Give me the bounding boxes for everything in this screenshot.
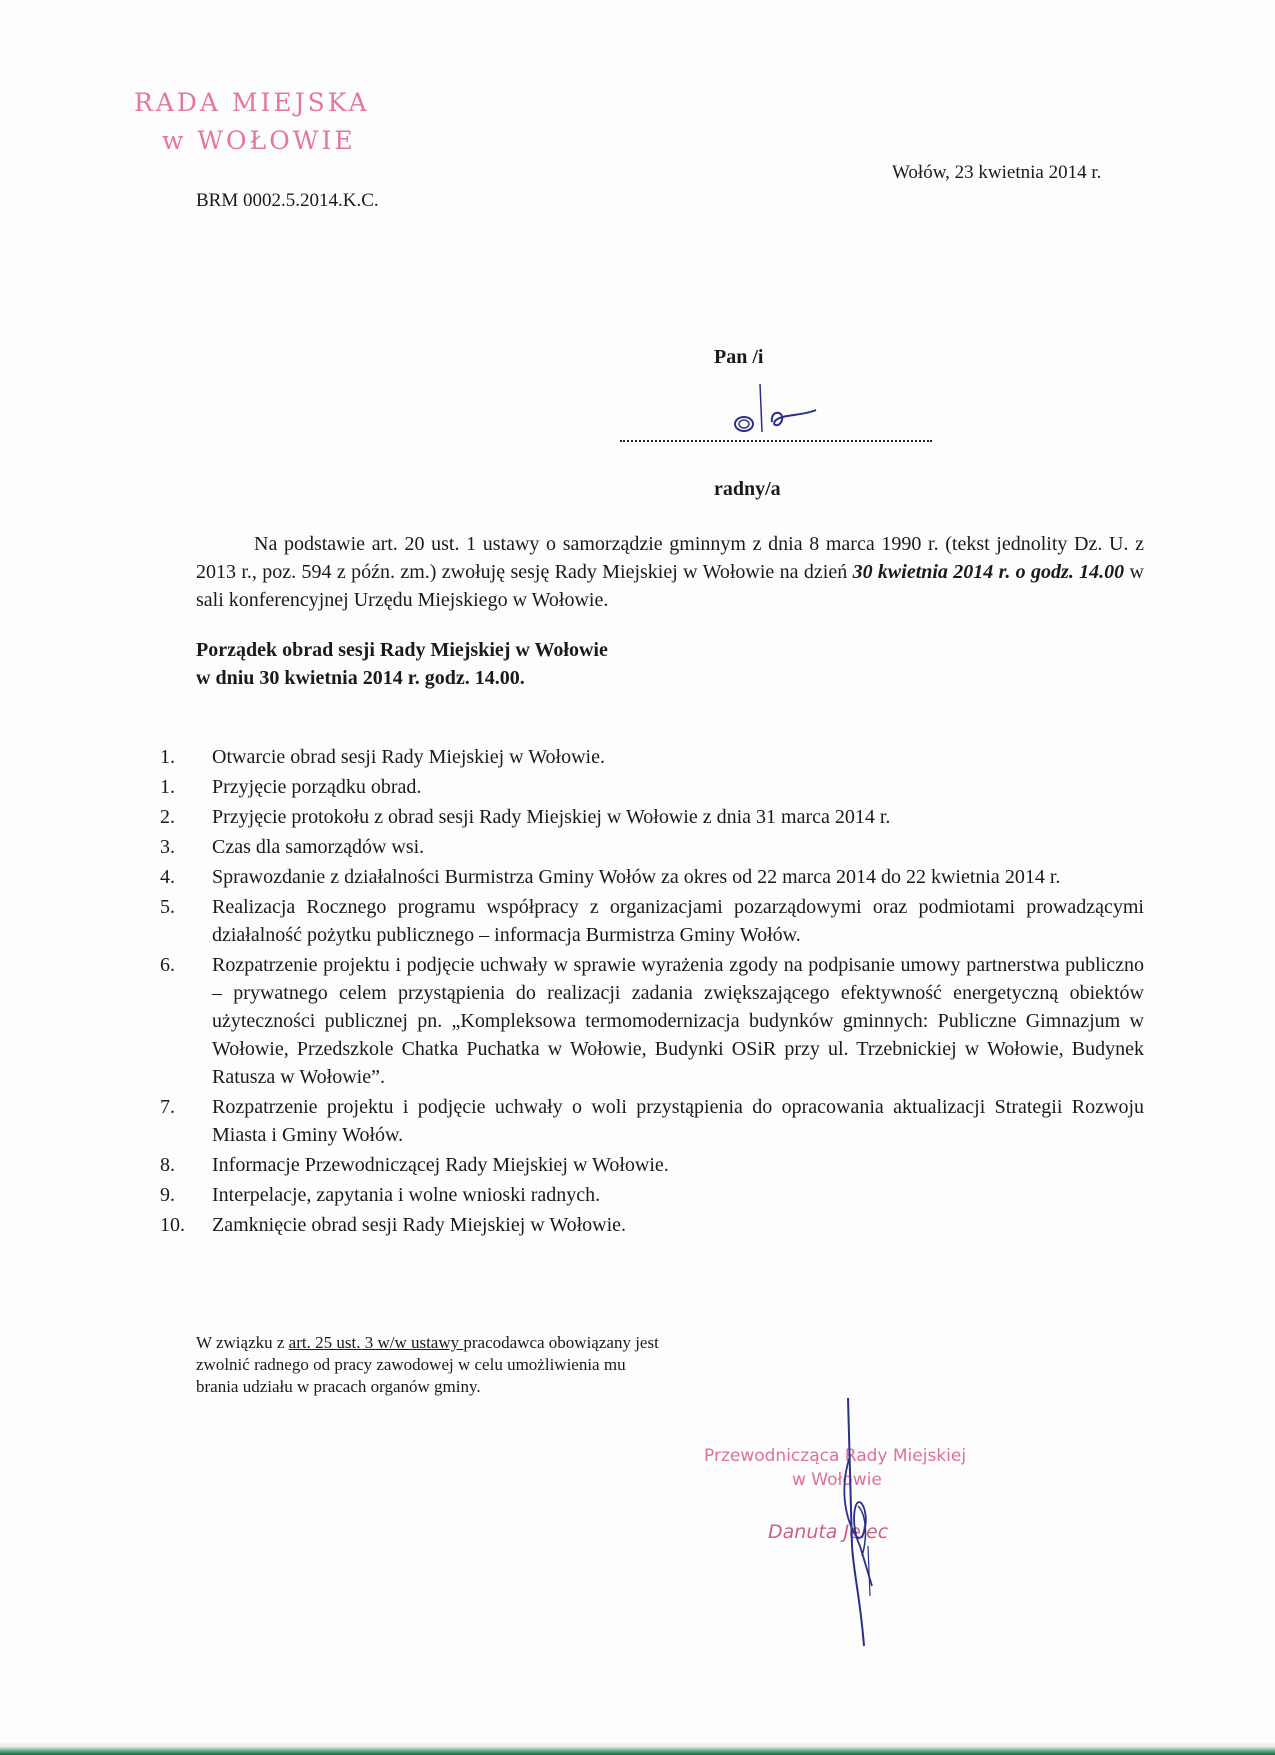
agenda-item-text: Czas dla samorządów wsi. bbox=[212, 836, 425, 858]
agenda-item bbox=[160, 1181, 1144, 1209]
agenda-item-text: Otwarcie obrad sesji Rady Miejskiej w Wołowie. bbox=[212, 746, 605, 768]
agenda-item-text: Rozpatrzenie projektu i podjęcie uchwały o woli przystąpienia do opracowania aktualizacji Strategii Rozwoju Miasta i Gminy Wołów. bbox=[212, 1096, 1144, 1146]
employer-notice bbox=[196, 1332, 666, 1398]
reference-number: BRM 0002.5.2014.K.C. bbox=[196, 190, 379, 211]
agenda-item-number: 5. bbox=[160, 896, 175, 918]
intro-part-1: Na podstawie art. 20 ust. 1 ustawy o samorządzie gminnym z dnia 8 marca 1990 r. (tekst jednolity Dz. U. z 2013 r., poz. 594 z późn. zm.) zwołuję sesję Rady Miejskiej w Wołowie na dzień bbox=[196, 533, 1144, 583]
intro-paragraph bbox=[196, 530, 1144, 614]
stamp-name: Danuta Jelec bbox=[768, 1521, 889, 1543]
agenda-item-text: Przyjęcie porządku obrad. bbox=[212, 776, 422, 798]
agenda-item bbox=[160, 833, 1144, 861]
role-label: radny/a bbox=[714, 478, 781, 500]
dotted-line bbox=[620, 440, 932, 442]
agenda-item-number: 10. bbox=[160, 1214, 185, 1236]
session-datetime: 30 kwietnia 2014 r. o godz. 14.00 bbox=[852, 561, 1125, 583]
agenda-item bbox=[160, 773, 1144, 801]
agenda-item-number: 2. bbox=[160, 806, 175, 828]
agenda-item-number: 1. bbox=[160, 776, 175, 798]
agenda-item-number: 8. bbox=[160, 1154, 175, 1176]
stamp-line-1: RADA MIEJSKA bbox=[134, 88, 370, 117]
handwritten-signature bbox=[820, 1396, 910, 1656]
agenda-item bbox=[160, 1211, 1144, 1239]
agenda-item-text: Rozpatrzenie projektu i podjęcie uchwały w sprawie wyrażenia zgody na podpisanie umowy partnerstwa publiczno – prywatnego celem przystąpienia do realizacji zadania zwiększającego efektywność energetyczną obiektów użyteczności publicznej pn. „Kompleksowa termomodernizacja budynków gminnych: Publiczne Gimnazjum w Wołowie, Przedszkole Chatka Puchatka w Wołowie, Budynki OSiR przy ul. Trzebnickiej w Wołowie, Budynek Ratusza w Wołowie”. bbox=[212, 954, 1144, 1088]
agenda-item-number: 7. bbox=[160, 1096, 175, 1118]
agenda-item bbox=[160, 803, 1144, 831]
agenda-title bbox=[196, 636, 896, 692]
agenda-item bbox=[160, 863, 1144, 891]
agenda-title-line-1: Porządek obrad sesji Rady Miejskiej w Wołowie bbox=[196, 639, 608, 661]
agenda-item-text: Realizacja Rocznego programu współpracy z organizacjami pozarządowymi oraz podmiotami prowadzącymi działalność pożytku publicznego – informacja Burmistrza Gminy Wołów. bbox=[212, 896, 1144, 946]
stamp-location: w Wołowie bbox=[792, 1470, 882, 1490]
notice-legal-reference: art. 25 ust. 3 w/w ustawy bbox=[288, 1333, 464, 1352]
council-stamp-header bbox=[134, 84, 370, 160]
agenda-item-text: Informacje Przewodniczącej Rady Miejskiej w Wołowie. bbox=[212, 1154, 669, 1176]
scan-border bbox=[0, 1741, 1275, 1755]
agenda-item-text: Zamknięcie obrad sesji Rady Miejskiej w Wołowie. bbox=[212, 1214, 627, 1236]
agenda-item-number: 4. bbox=[160, 866, 175, 888]
agenda-item bbox=[160, 743, 1144, 771]
intro-part-2: w sali konferencyjnej Urzędu Miejskiego w Wołowie. bbox=[196, 561, 1144, 611]
agenda-item-number: 1. bbox=[160, 746, 175, 768]
agenda-item-number: 9. bbox=[160, 1184, 175, 1206]
agenda-item bbox=[160, 893, 1144, 949]
agenda-item-text: Interpelacje, zapytania i wolne wnioski radnych. bbox=[212, 1184, 601, 1206]
agenda-item-text: Sprawozdanie z działalności Burmistrza Gminy Wołów za okres od 22 marca 2014 do 22 kwietnia 2014 r. bbox=[212, 866, 1061, 888]
addressee-name-field bbox=[620, 380, 932, 450]
agenda-title-line-2: w dniu 30 kwietnia 2014 r. godz. 14.00. bbox=[196, 667, 525, 689]
agenda-item bbox=[160, 1151, 1144, 1179]
notice-text: pracodawca obowiązany jest zwolnić radnego od pracy zawodowej w celu umożliwienia mu brania udziału w pracach organów gminy. bbox=[196, 1333, 659, 1396]
agenda-item-text: Przyjęcie protokołu z obrad sesji Rady Miejskiej w Wołowie z dnia 31 marca 2014 r. bbox=[212, 806, 891, 828]
addressee-label: Pan /i bbox=[714, 346, 764, 368]
agenda-item-number: 6. bbox=[160, 954, 175, 976]
agenda-item bbox=[160, 951, 1144, 1091]
agenda-item bbox=[160, 1093, 1144, 1149]
agenda-item-number: 3. bbox=[160, 836, 175, 858]
stamp-title: Przewodnicząca Rady Miejskiej bbox=[704, 1446, 967, 1466]
letter-date: Wołów, 23 kwietnia 2014 r. bbox=[892, 162, 1102, 183]
stamp-line-2: w WOŁOWIE bbox=[162, 126, 356, 155]
notice-prefix: W związku z bbox=[196, 1333, 289, 1352]
agenda-list bbox=[160, 743, 1144, 1241]
handwritten-name-mark bbox=[720, 380, 840, 442]
